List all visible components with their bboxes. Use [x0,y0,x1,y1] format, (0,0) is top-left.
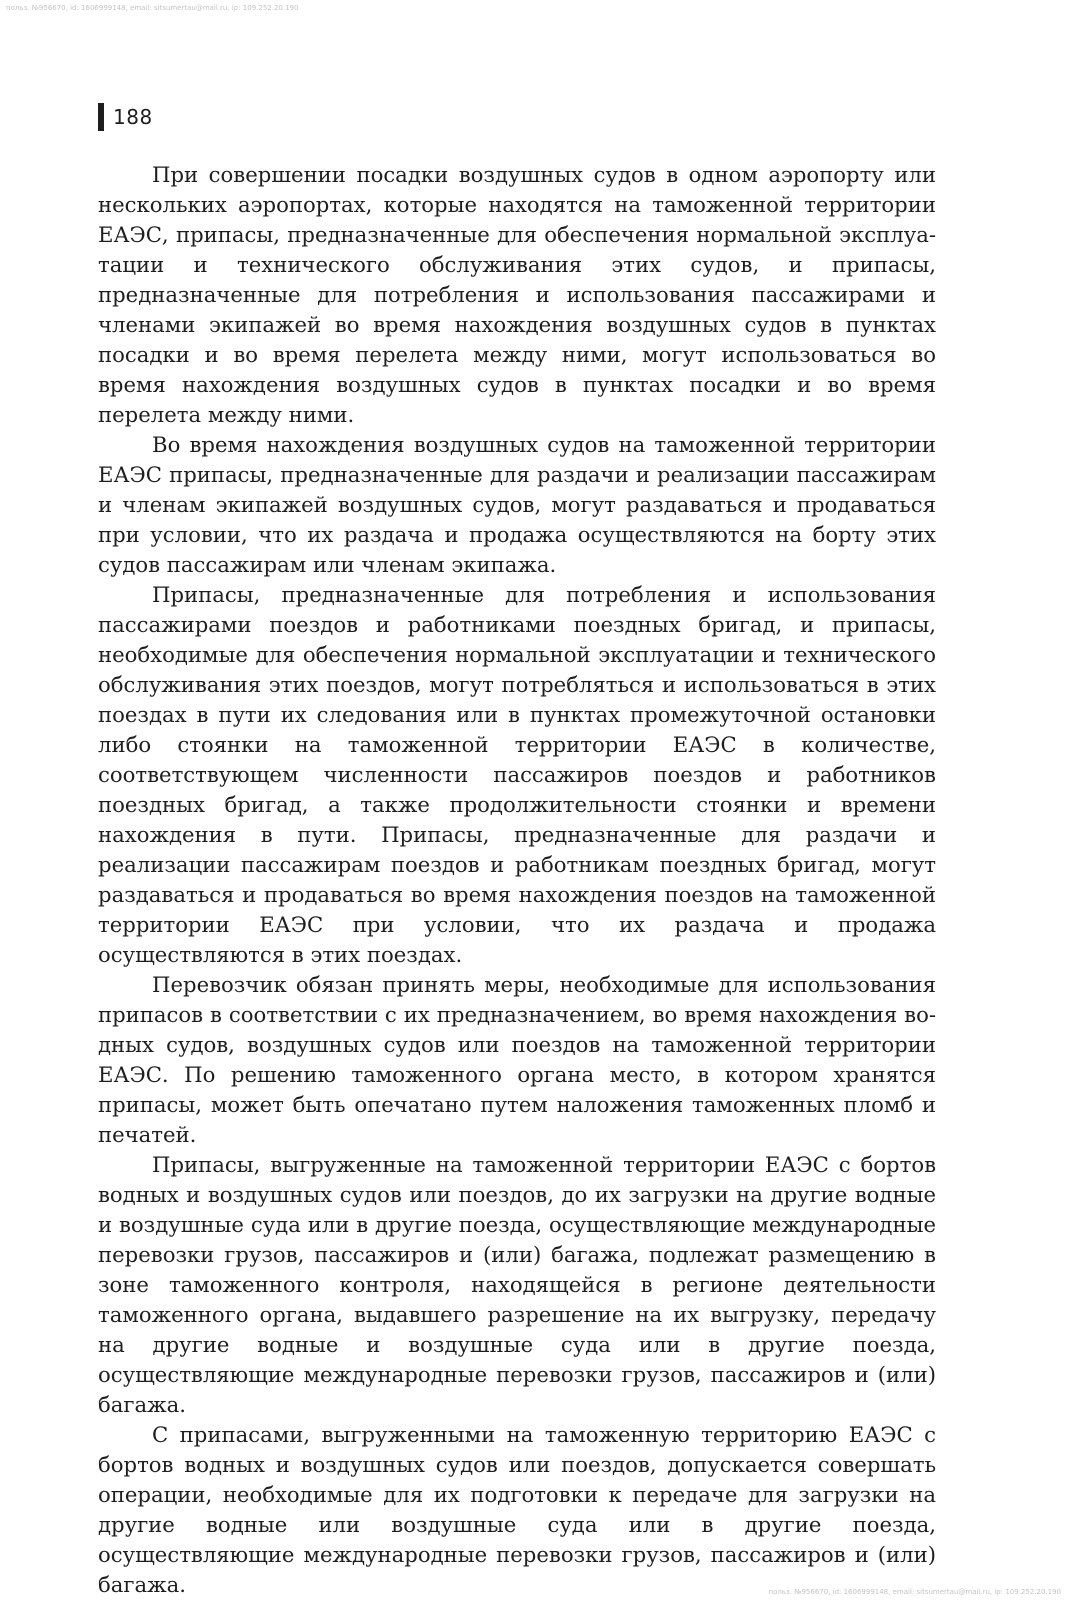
paragraph-trains: Припасы, предназначенные для потребления и использования пассажирами поездов и работниками поездных бригад, и припасы, необходимые для обеспечения нормальной эксплуатации и технического обслуживания этих поездов, могут потребляться и использоваться в этих поездах в пути их следования или в пунктах промежуточной остановки либо стоянки на таможенной территории ЕАЭС в количестве, соответствующем численности пассажиров поездов и работников поездных бригад, а также продолжительности стоянки и времени нахождения в пути. Припасы, предназначенные для раздачи и реализации пассажирам поездов и работникам поездных бригад, могут раздаваться и продаваться во время нахождения поездов на таможенной территории ЕАЭС при условии, что их раздача и продажа осуществляются в этих поездах. [98,582,936,967]
paragraph-unloaded-supplies: Припасы, выгруженные на таможенной территории ЕАЭС с бортов водных и воздушных судов или поездов, до их загрузки на другие водные и воздушные суда или в другие поезда, осуществляющие международные перевозки грузов, пассажиров и (или) багажа, подлежат размещению в зоне таможенного контроля, находящейся в регионе деятельности таможенного органа, выдавшего разрешение на их выгрузку, передачу на другие водные и воздушные суда или в другие поезда, осуществляющие международные перевозки грузов, пассажиров и (или) багажа. [98,1152,936,1417]
body-text [98,160,936,1600]
paragraph-aircraft-landing: При совершении посадки воздушных судов в одном аэропорту или нескольких аэропортах, которые находятся на таможенной территории ЕАЭС, припасы, предназначенные для обеспечения нормальной эксплуатации и технического обслуживания этих судов, и припасы, предназначенные для потребления и использования пассажирами и членами экипажей во время нахождения воздушных судов в пунктах посадки и во время перелета между ними, могут использоваться во время нахождения воздушных судов в пунктах посадки и во время перелета между ними. [98,162,936,427]
paragraph-aircraft-distribution: Во время нахождения воздушных судов на таможенной территории ЕАЭС припасы, предназначенные для раздачи и реализации пассажирам и членам экипажей воздушных судов, могут раздаваться и продаваться при условии, что их раздача и продажа осуществляются на борту этих судов пассажирам или членам экипажа. [98,432,936,577]
page-number-text: 188 [113,105,153,129]
watermark-bottom: польз. №956670, id: 1606999148, email: sitsumertau@mail.ru, ip: 109.252.20.190 [768,1588,1061,1596]
paragraph-carrier-obligations: Перевозчик обязан принять меры, необходимые для использования припасов в соответствии с их предназначением, во время нахождения водных судов, воздушных судов или поездов на таможенной территории ЕАЭС. По решению таможенного органа место, в котором хранятся припасы, может быть опечатано путем наложения таможенных пломб и печатей. [98,972,936,1147]
watermark-top: польз. №956670, id: 1606999148, email: sitsumertau@mail.ru, ip: 109.252.20.190 [6,4,299,12]
page-number [98,103,153,131]
page-number-bar [98,103,104,131]
paragraph-operations: С припасами, выгруженными на таможенную территорию ЕАЭС с бортов водных и воздушных судов или поездов, допускается совершать операции, необходимые для их подготовки к передаче для загрузки на другие водные или воздушные суда или в другие поезда, осуществляющие международные перевозки грузов, пассажиров и (или) багажа. [98,1422,936,1597]
